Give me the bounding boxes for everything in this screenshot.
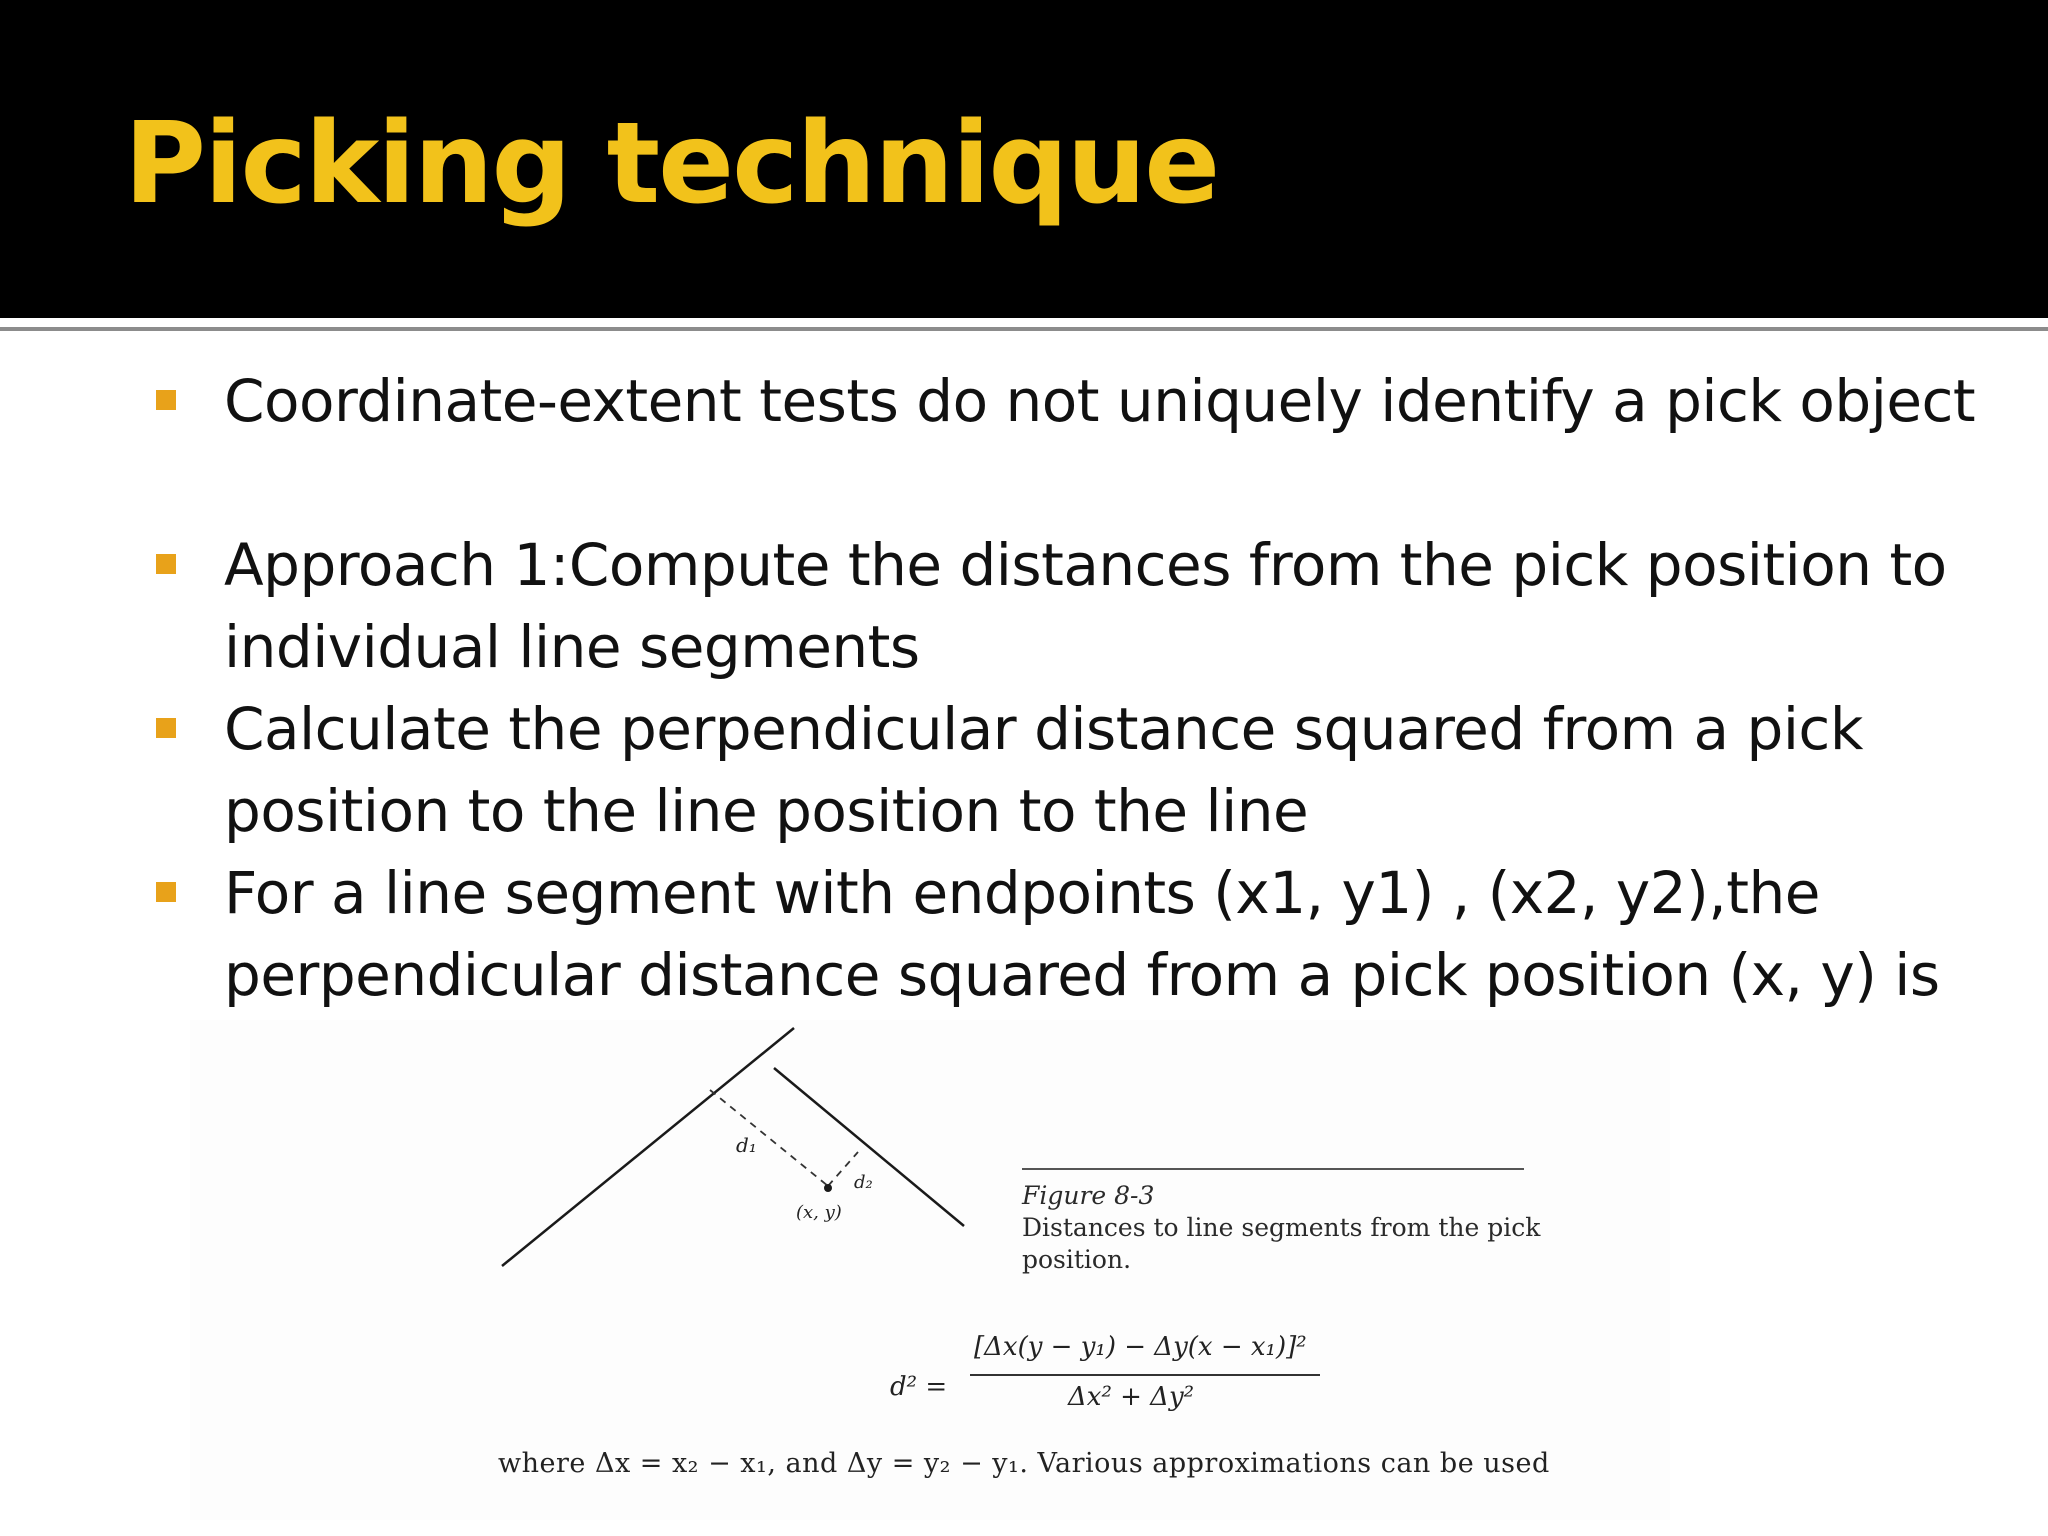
figure-caption bbox=[1022, 1180, 1582, 1276]
figure-8-3 bbox=[190, 1020, 1670, 1520]
formula-lhs: d² = bbox=[890, 1372, 948, 1402]
pick-point bbox=[824, 1184, 832, 1192]
label-d2: d₂ bbox=[854, 1172, 873, 1193]
bullet-marker bbox=[156, 718, 176, 738]
bullet-text: Calculate the perpendicular distance squared from a pick position to the line position to the line bbox=[224, 695, 1863, 845]
distance-d1-line bbox=[710, 1090, 828, 1186]
caption-rule bbox=[1022, 1168, 1524, 1170]
label-point: (x, y) bbox=[796, 1202, 842, 1223]
slide-title: Picking technique bbox=[124, 99, 1219, 229]
bullet-text: Approach 1:Compute the distances from the pick position to individual line segments bbox=[224, 531, 1947, 681]
bullet-marker bbox=[156, 882, 176, 902]
label-d1: d₁ bbox=[736, 1133, 757, 1157]
caption-label: Figure 8-3 bbox=[1022, 1181, 1155, 1210]
formula-denominator: Δx² + Δy² bbox=[1068, 1382, 1195, 1412]
distance-formula bbox=[890, 1332, 1390, 1422]
bullet-marker bbox=[156, 554, 176, 574]
formula-numerator: [Δx(y − y₁) − Δy(x − x₁)]² bbox=[974, 1332, 1307, 1362]
title-bar bbox=[0, 0, 2048, 318]
fraction-bar bbox=[970, 1374, 1320, 1376]
bullet-text: For a line segment with endpoints (x1, y1) , (x2, y2),the perpendicular distance squared from a pick position (x, y) is bbox=[224, 859, 1940, 1009]
formula-where-note: where Δx = x₂ − x₁, and Δy = y₂ − y₁. Various approximations can be used bbox=[498, 1448, 1550, 1479]
caption-text: Distances to line segments from the pick position. bbox=[1022, 1213, 1541, 1274]
bullet-text: Coordinate-extent tests do not uniquely identify a pick object bbox=[224, 367, 1976, 435]
bullet-marker bbox=[156, 390, 176, 410]
title-divider bbox=[0, 327, 2048, 331]
